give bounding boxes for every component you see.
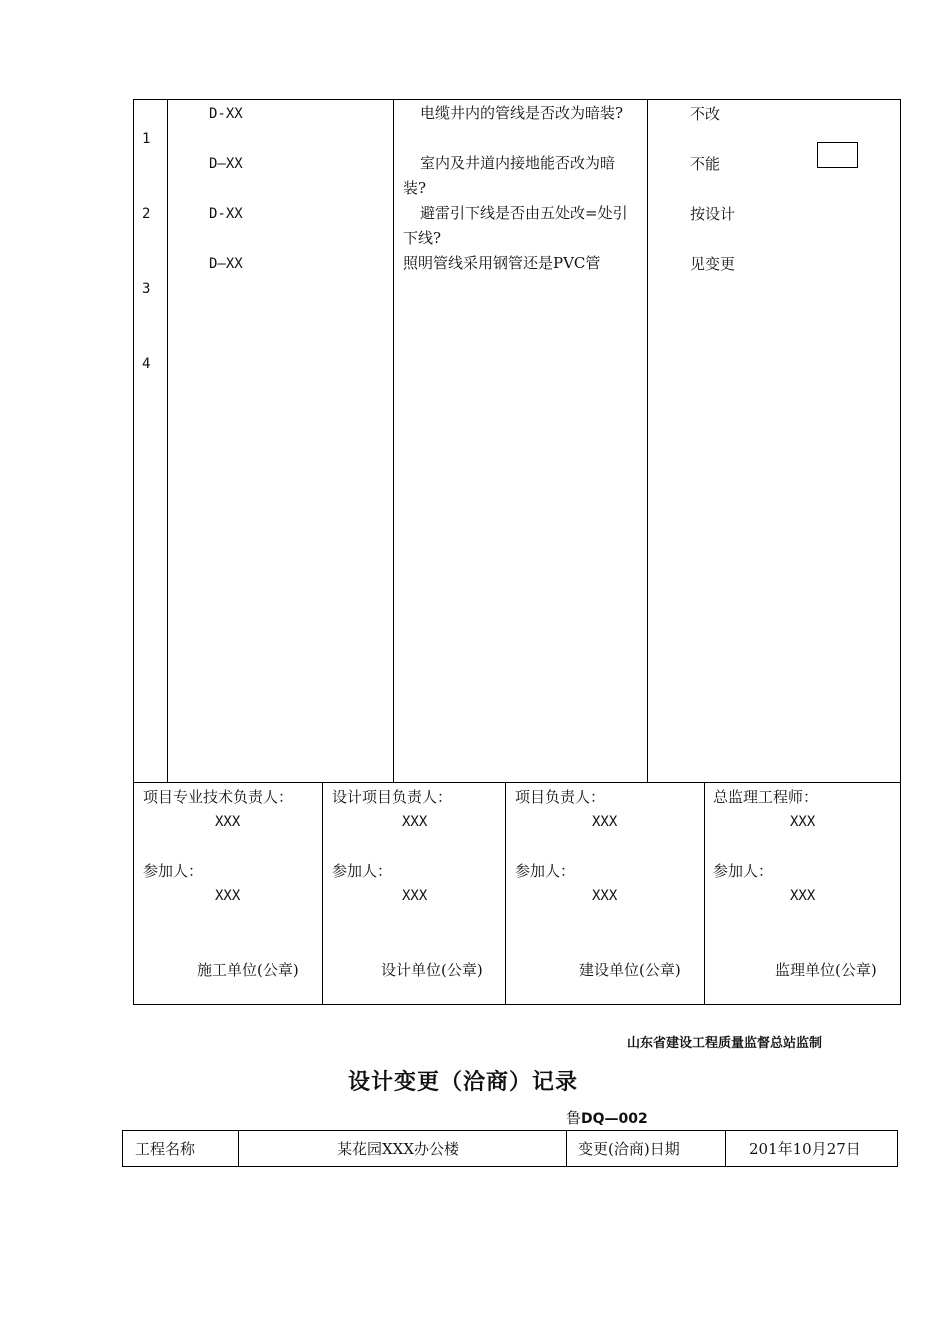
participants-label: 参加人：: [332, 862, 393, 880]
seal-label: 监理单位(公章): [775, 961, 877, 979]
form-code-prefix: 鲁: [566, 1109, 582, 1127]
answer-text: 按设计: [690, 205, 736, 223]
drawing-no: D-XX: [209, 206, 243, 222]
participant-name: XXX: [402, 888, 428, 904]
participant-name: XXX: [215, 888, 241, 904]
row-number: 3: [142, 281, 151, 297]
answer-text: 不改: [690, 105, 721, 123]
participants-label: 参加人：: [713, 862, 774, 880]
participants-label: 参加人：: [143, 862, 204, 880]
seal-label: 设计单位(公章): [381, 961, 483, 979]
footer-org: 山东省建设工程质量监督总站监制: [627, 1036, 823, 1051]
row-number: 4: [142, 356, 151, 372]
issue-text: 照明管线采用钢管还是PVC管: [403, 254, 601, 272]
row-number: 2: [142, 206, 151, 222]
change-date-value: 201年10月27日: [749, 1140, 861, 1158]
form-code-value: DQ—002: [581, 1111, 648, 1127]
project-name-value: 某花园XXX办公楼: [337, 1140, 460, 1158]
drawing-no: D-XX: [209, 106, 243, 122]
signature-name: XXX: [592, 814, 618, 830]
empty-box: [817, 142, 858, 168]
issue-text: 避雷引下线是否由五处改=处引下线?: [403, 204, 628, 247]
seal-label: 建设单位(公章): [579, 961, 681, 979]
signature-name: XXX: [215, 814, 241, 830]
signature-role: 总监理工程师：: [713, 788, 819, 806]
participant-name: XXX: [592, 888, 618, 904]
seal-label: 施工单位(公章): [197, 961, 299, 979]
signature-role: 项目专业技术负责人：: [143, 788, 294, 806]
form-code: [566, 1108, 648, 1129]
participants-label: 参加人：: [515, 862, 576, 880]
drawing-no: D—XX: [209, 156, 243, 172]
signature-role: 设计项目负责人：: [332, 788, 453, 806]
signature-name: XXX: [790, 814, 816, 830]
change-date-label: 变更(洽商)日期: [578, 1140, 680, 1158]
signature-name: XXX: [402, 814, 428, 830]
row-number: 1: [142, 131, 151, 147]
signature-role: 项目负责人：: [515, 788, 606, 806]
project-name-label: 工程名称: [135, 1140, 196, 1158]
participant-name: XXX: [790, 888, 816, 904]
answer-text: 见变更: [690, 255, 736, 273]
drawing-no: D—XX: [209, 256, 243, 272]
issue-text: 电缆井内的管线是否改为暗装?: [420, 104, 624, 122]
form-title: 设计变更（洽商）记录: [348, 1070, 579, 1095]
issue-text: 室内及井道内接地能否改为暗装?: [403, 154, 616, 197]
answer-text: 不能: [690, 155, 721, 173]
